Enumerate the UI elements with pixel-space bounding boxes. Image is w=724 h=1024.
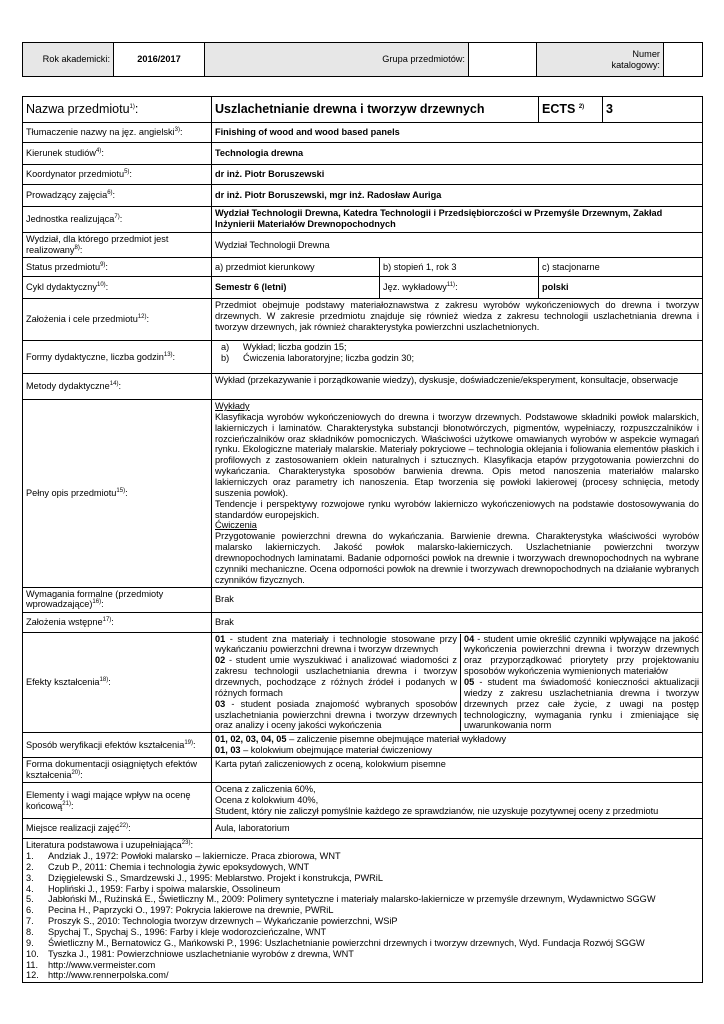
- prerequisites-value: Brak: [212, 612, 703, 632]
- coordinator-value: dr inż. Piotr Boruszewski: [212, 165, 703, 185]
- header-table: [22, 42, 703, 77]
- ects-label: ECTS $^{2)}$: [539, 97, 603, 123]
- literature-item: 10. Tyszka J., 1981: Powierzchniowe uszlachetnianie wyrobów z drewna, WNT: [26, 948, 354, 959]
- course-name-label: Nazwa przedmiotu$^{1)}$:: [23, 97, 212, 123]
- description-value: [212, 400, 703, 588]
- methods-label: Metody dydaktyczne$^{14)}$:: [23, 374, 212, 400]
- outcomes-grid: [212, 634, 702, 732]
- grading-label: Elementy i wagi mające wpływ na ocenę końcową$^{21)}$:: [23, 783, 212, 819]
- place-value: Aula, laboratorium: [212, 819, 703, 839]
- outcomes-value: [212, 632, 703, 733]
- faculty-label: Wydział, dla którego przedmiot jest realizowany$^{8)}$:: [23, 233, 212, 258]
- academic-year-label: Rok akademicki:: [23, 43, 114, 77]
- academic-year-value: 2016/2017: [114, 43, 205, 77]
- requirements-label: Wymagania formalne (przedmioty wprowadzające)$^{16)}$:: [23, 587, 212, 612]
- ects-value: 3: [603, 97, 703, 123]
- lectures-heading: Wykłady: [215, 401, 250, 411]
- lectures-text: Klasyfikacja wyrobów wykończeniowych do drewna i tworzyw drzewnych. Podstawowe składniki powłok malarskich, lakierniczych i laminatów. Charakterystyka substancji błonotwórczych, pigmentów, wypełniaczy, rozpuszczalników i rozcieńczalników oraz składników pomocniczych. Właściwości użytkowe omawianych wyrobów w aspekcie wymagań rynku. Ekologiczne materiały malarskie. Materiały pokryciowe – technologia oklejania i foliowania elementów płaskich i profilowych z zastosowaniem oklein naturalnych i sztucznych. Klasyfikacja etapów przygotowania powierzchni do wykańczania. Charakterystyka sposobów barwienia drewna. Opis metod nanoszenia materiałów malarsko lakierniczych oraz parametry ich nanoszenia. Etap tworzenia się powłoki lakierowej (procesy schnięcia, metody suszenia powłok).: [215, 411, 699, 498]
- outcomes-right: [461, 634, 703, 732]
- outcome-item: 02 - student umie wyszukiwać i analizować wiadomości z zakresu technologii uszlachetniania drewna i tworzyw drzewnych, pochodzące z różnych źródeł i podanych w różnych formach: [215, 655, 457, 698]
- grading-line: Ocena z kolokwium 40%,: [215, 794, 319, 805]
- lectures-text-2: Tendencje i perspektywy rozwojowe rynku wyrobów lakierniczo wykończeniowych na podstawie dostosowywania do standardów europejskich.: [215, 498, 699, 520]
- group-value: [469, 43, 537, 77]
- status-a: a) przedmiot kierunkowy: [212, 258, 380, 277]
- outcome-item: 04 - student umie określić czynniki wpływające na jakość wykończenia powierzchni drewna i tworzyw drzewnych oraz przyporządkować priorytety przy projektowaniu sposobów wykończenia wymienionych materiałów: [464, 633, 699, 677]
- catalog-label: Numer katalogowy:: [537, 43, 664, 77]
- documentation-label: Forma dokumentacji osiągniętych efektów kształcenia$^{20)}$:: [23, 758, 212, 783]
- group-label: Grupa przedmiotów:: [205, 43, 469, 77]
- literature-section: [23, 839, 703, 983]
- coordinator-label: Koordynator przedmiotu$^{5)}$:: [23, 165, 212, 185]
- literature-item: 7. Proszyk S., 2010: Technologia tworzyw drzewnych – Wykańczanie powierzchni, WSiP: [26, 916, 398, 927]
- translation-value: Finishing of wood and wood based panels: [212, 123, 703, 143]
- cycle-label: Cykl dydaktyczny$^{10)}$:: [23, 277, 212, 299]
- grading-line: Student, który nie zaliczył pomyślnie każdego ze sprawdzianów, nie uzyskuje pozytywnej oceny z przedmiotu: [215, 805, 659, 816]
- literature-item: 8. Spychaj T., Spychaj S., 1996: Farby i kleje wodorozcieńczalne, WNT: [26, 926, 327, 937]
- literature-item: 4. Hopliński J., 1959: Farby i spoiwa malarskie, Ossolineum: [26, 883, 281, 894]
- translation-label: Tłumaczenie nazwy na jęz. angielski$^{3)}$:: [23, 123, 212, 143]
- verification-item: 01, 03 – kolokwium obejmujące materiał ćwiczeniowy: [215, 745, 433, 756]
- verification-label: Sposób weryfikacji efektów kształcenia$^{19)}$:: [23, 733, 212, 758]
- goals-label: Założenia i cele przedmiotu$^{12)}$:: [23, 299, 212, 341]
- unit-value: Wydział Technologii Drewna, Katedra Technologii i Przedsiębiorczości w Przemyśle Drzewnym, Zakład Inżynierii Materiałów Drewnopochodnych: [212, 207, 703, 233]
- place-label: Miejsce realizacji zajęć$^{22)}$:: [23, 819, 212, 839]
- literature-item: 2. Czub P., 2011: Chemia i technologia żywic epoksydowych, WNT: [26, 861, 310, 872]
- grading-line: Ocena z zaliczenia 60%,: [215, 784, 316, 795]
- exercises-heading: Ćwiczenia: [215, 520, 257, 531]
- exercises-text: Przygotowanie powierzchni drewna do wykańczania. Barwienie drewna. Charakterystyka właściwości wyrobów malarsko lakierniczych. Jakość powłok malarsko-lakierniczych. Uszlachetnianie powierzchni tworzyw drewnopochodnych laminatami. Badanie odporności powłok na drewnie i tworzywach drewnopochodnych na wybrane czynniki mechaniczne. Ocena odporności powłok na drewnie i tworzywach drewnopochodnych na działanie wybranych czynników fizycznych.: [215, 531, 699, 585]
- forms-list: [212, 341, 703, 374]
- verification-value: [212, 733, 703, 758]
- field-label: Kierunek studiów$^{4)}$:: [23, 143, 212, 165]
- faculty-value: Wydział Technologii Drewna: [212, 233, 703, 258]
- literature-item: 6. Pecina H., Paprzycki O., 1997: Pokrycia lakierowe na drewnie, PWRiL: [26, 905, 334, 916]
- unit-label: Jednostka realizująca$^{7)}$:: [23, 207, 212, 233]
- documentation-value: Karta pytań zaliczeniowych z oceną, kolokwium pisemne: [212, 758, 703, 783]
- goals-value: Przedmiot obejmuje podstawy materiałoznawstwa z zakresu wyrobów wykończeniowych do drewna i tworzyw drzewnych. W zakresie przedmiotu znajduje się również wiedza z zakresu technologii uszlachetniania drewna i tworzyw drzewnych, jak również charakterystyka powierzchni uszlachetnionych.: [212, 299, 703, 341]
- literature-label: Literatura podstawowa i uzupełniająca$^{23)}$:: [26, 840, 194, 851]
- literature-item: 1. Andziak J., 1972: Powłoki malarsko – lakiernicze. Praca zbiorowa, WNT: [26, 850, 341, 861]
- outcome-item: 01 - student zna materiały i technologie stosowane przy wykańczaniu powierzchni drewna i tworzyw drzewnych: [215, 633, 457, 655]
- lecturers-value: dr inż. Piotr Boruszewski, mgr inż. Radosław Auriga: [212, 185, 703, 207]
- outcome-item: 03 - student posiada znajomość wybranych sposobów uszlachetniania powierzchni drewna i tworzyw drzewnych oraz analizy i oceny jakości wykończenia: [215, 698, 457, 731]
- catalog-value: [664, 43, 703, 77]
- outcome-item: 05 - student ma świadomość konieczności aktualizacji wiedzy z zakresu uszlachetniania drewna i tworzyw drzewnych przez całe życie, z uwagi na postęp technologiczny, wymagania rynku i zmieniające się uwarunkowania norm: [464, 677, 699, 731]
- literature-list: [26, 851, 699, 981]
- cycle-value: Semestr 6 (letni): [212, 277, 380, 299]
- methods-value: Wykład (przekazywanie i porządkowanie wiedzy), dyskusje, doświadczenie/eksperyment, konsultacje, obserwacje: [212, 374, 703, 400]
- literature-item: 5. Jabłoński M., Rużinská E., Świetliczny M., 2009: Polimery syntetyczne i materiały malarsko-lakiernicze w przemyśle drzewnym, Wydawnictwo SGGW: [26, 894, 656, 905]
- requirements-value: Brak: [212, 587, 703, 612]
- literature-item: 3. Dzięgielewski S., Smardzewski J., 1995: Meblarstwo. Projekt i konstrukcja, PWRiL: [26, 872, 383, 883]
- form-item: a) Wykład; liczba godzin 15;: [221, 342, 347, 352]
- status-c: c) stacjonarne: [539, 258, 703, 277]
- form-item: b) Ćwiczenia laboratoryjne; liczba godzin 30;: [221, 352, 415, 363]
- grading-value: [212, 783, 703, 819]
- status-b: b) stopień 1, rok 3: [380, 258, 539, 277]
- prerequisites-label: Założenia wstępne$^{17)}$:: [23, 612, 212, 632]
- language-value: polski: [539, 277, 703, 299]
- field-value: Technologia drewna: [212, 143, 703, 165]
- literature-item: 9. Świetliczny M., Bernatowicz G., Mańkowski P., 1996: Uszlachetnianie powierzchni drzewnych i tworzyw drzewnych, Wyd. Fundacja Rozwój SGGW: [26, 937, 645, 948]
- outcomes-label: Efekty kształcenia$^{18)}$:: [23, 632, 212, 733]
- language-label: Jęz. wykładowy$^{11)}$:: [380, 277, 539, 299]
- course-name: Uszlachetnianie drewna i tworzyw drzewnych: [212, 97, 539, 123]
- outcomes-left: [212, 634, 461, 732]
- status-label: Status przedmiotu$^{9)}$:: [23, 258, 212, 277]
- lecturers-label: Prowadzący zajęcia$^{6)}$:: [23, 185, 212, 207]
- literature-item[interactable]: 11. http://www.vermeister.com: [26, 959, 156, 970]
- syllabus-table: [22, 96, 703, 983]
- literature-item[interactable]: 12. http://www.rennerpolska.com/: [26, 970, 169, 981]
- verification-item: 01, 02, 03, 04, 05 – zaliczenie pisemne obejmujące materiał wykładowy: [215, 734, 507, 745]
- forms-label: Formy dydaktyczne, liczba godzin$^{13)}$:: [23, 341, 212, 374]
- description-label: Pełny opis przedmiotu$^{15)}$:: [23, 400, 212, 588]
